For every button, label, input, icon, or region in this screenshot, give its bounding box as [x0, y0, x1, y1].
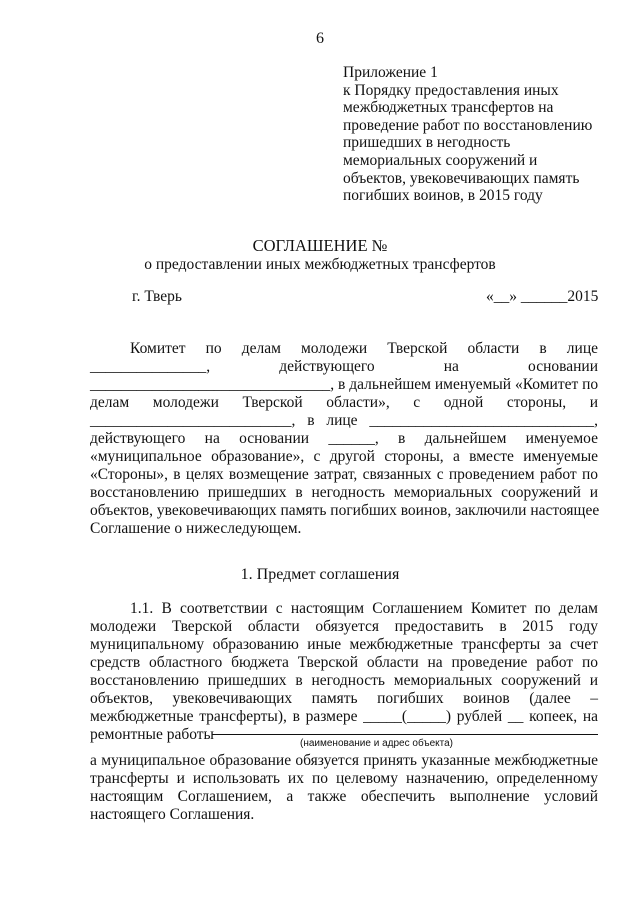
text-line: Комитет по делам молодежи Тверской области в лице: [130, 340, 598, 357]
appendix-line: объектов, увековечивающих память: [343, 169, 580, 187]
intro-paragraph: [90, 340, 598, 538]
text-line: объектов, увековечивающих память погибших воинов, заключили настоящее: [90, 502, 600, 519]
text-line: настоящим Соглашением, а также обеспечить выполнение условий: [90, 788, 598, 805]
text-line: средств областного бюджета Тверской области на проведение работ по: [90, 654, 598, 671]
city: г. Тверь: [132, 288, 182, 305]
appendix-line: Приложение 1: [343, 64, 438, 81]
text-line: «Стороны», в целях возмещение затрат, связанных с проведением работ по: [90, 466, 598, 483]
text-line: восстановлению пришедших в негодность мемориальных сооружений и: [90, 484, 598, 501]
object-name-blank: [212, 734, 598, 735]
text-line: «муниципальное образование», с другой стороны, а вместе именуемые: [90, 448, 598, 465]
text-line: делам молодежи Тверской области», с одной стороны, и: [90, 394, 598, 411]
appendix-line: к Порядку предоставления иных: [343, 81, 559, 99]
document-title: СОГЛАШЕНИЕ №: [252, 236, 388, 255]
text-line: трансферты и использовать их по целевому назначению, определенному: [90, 770, 598, 787]
text-line: _______________, действующего на основании: [90, 358, 598, 375]
document-subtitle: о предоставлении иных межбюджетных трансфертов: [144, 256, 496, 273]
text-line: межбюджетные трансферты), в размере _____(_____) рублей __ копеек, на: [90, 708, 598, 725]
section-heading: 1. Предмет соглашения: [240, 566, 400, 583]
appendix-line: погибших воинов, в 2015 году: [343, 187, 543, 205]
closing-paragraph: [90, 752, 598, 824]
appendix-line: проведение работ по восстановлению: [343, 116, 593, 134]
text-line: Соглашение о нижеследующем.: [90, 520, 302, 537]
text-line: муниципальному образованию иные межбюджетные трансферты за счет: [90, 636, 598, 653]
text-line: молодежи Тверской области обязуется предоставить в 2015 году: [90, 618, 598, 635]
text-line: действующего на основании ______, в дальнейшем именуемое: [90, 430, 598, 447]
text-line: настоящего Соглашения.: [90, 806, 255, 823]
text-line: 1.1. В соответствии с настоящим Соглашением Комитет по делам: [130, 600, 598, 617]
date-field: «__» ______2015: [486, 288, 599, 305]
text-line: ремонтные работы: [90, 726, 214, 743]
text-line: а муниципальное образование обязуется принять указанные межбюджетные: [90, 752, 598, 769]
appendix-line: межбюджетных трансфертов на: [343, 99, 554, 117]
object-caption: (наименование и адрес объекта): [300, 738, 454, 749]
text-line: восстановлению пришедших в негодность мемориальных сооружений и: [90, 672, 598, 689]
text-line: объектов, увековечивающих память погибших воинов (далее –: [90, 690, 598, 707]
appendix-line: мемориальных сооружений и: [343, 151, 538, 169]
text-line: __________________________, в лице _____________________________,: [90, 412, 598, 429]
appendix-reference: [343, 64, 633, 205]
page-number: 6: [316, 30, 324, 47]
clause-paragraph: [90, 600, 598, 744]
appendix-line: пришедших в негодность: [343, 134, 511, 152]
text-line: _______________________________, в дальнейшем именуемый «Комитет по: [90, 376, 599, 393]
